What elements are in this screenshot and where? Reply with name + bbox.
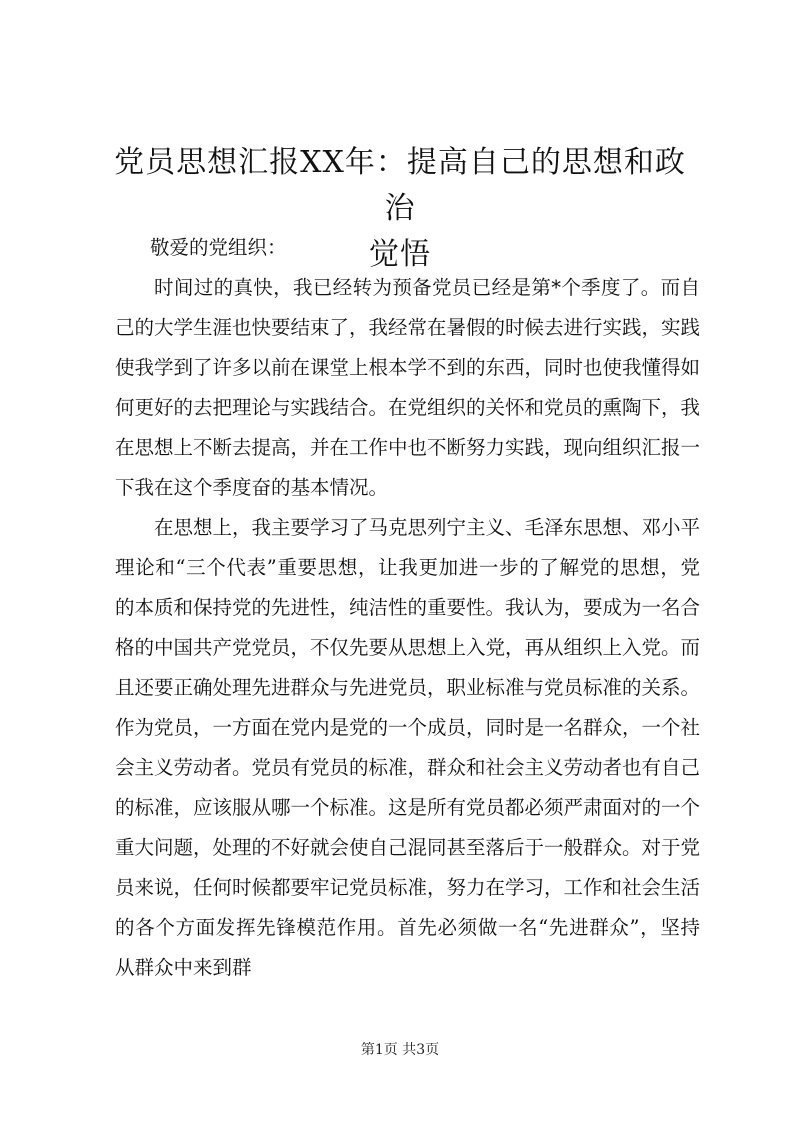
title-line-2: 觉悟 [369,237,431,272]
paragraph-2: 在思想上，我主要学习了马克思列宁主义、毛泽东思想、邓小平理论和“三个代表”重要思想，让我更加进一步的了解党的思想，党的本质和保持党的先进性，纯洁性的重要性。我认为，要成为一名合格的中国共产党党员，不仅先要从思想上入党，再从组织上入党。而且还要正确处理先进群众与先进党员，职业标准与党员标准的关系。作为党员，一方面在党内是党的一个成员，同时是一名群众，一个社会主义劳动者。党员有党员的标准，群众和社会主义劳动者也有自己的标准，应该服从哪一个标准。这是所有党员都必须严肃面对的一个重大问题，处理的不好就会使自己混同甚至落后于一般群众。对于党员来说，任何时候都要牢记党员标准，努力在学习，工作和社会生活的各个方面发挥先锋模范作用。首先必须做一名“先进群众”，坚持从群众中来到群 [115,516,701,979]
title-line-1: 党员思想汇报XX年：提高自己的思想和政治 [114,145,686,226]
page-footer: 第1页 共3页 [360,1042,440,1058]
document-body [115,228,700,988]
paragraph-1: 时间过的真快，我已经转为预备党员已经是第*个季度了。而自己的大学生涯也快要结束了，我经常在暑假的时候去进行实践，实践使我学到了许多以前在课堂上根本学不到的东西，同时也使我懂得如何更好的去把理论与实践结合。在党组织的关怀和党员的熏陶下，我在思想上不断去提高，并在工作中也不断努力实践，现向组织汇报一下我在这个季度奋的基本情况。 [115,276,701,499]
salutation: 敬爱的党组织： [150,236,287,259]
